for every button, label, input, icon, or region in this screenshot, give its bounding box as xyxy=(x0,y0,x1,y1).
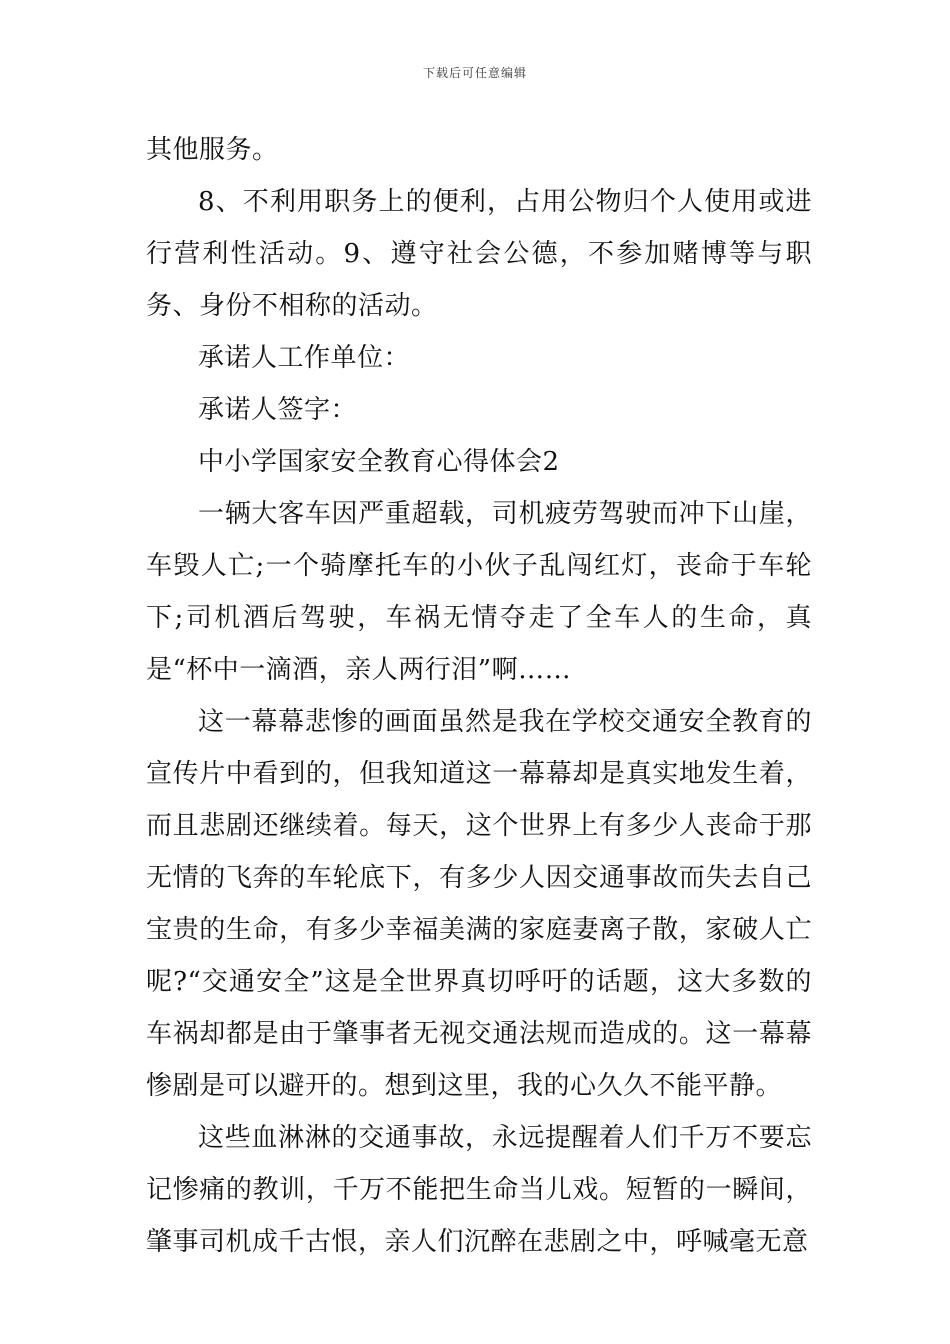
document-body xyxy=(146,124,812,1268)
paragraph: 其他服务。 xyxy=(146,135,279,165)
paragraph: 一辆大客车因严重超载，司机疲劳驾驶而冲下山崖，车毁人亡;一个骑摩托车的小伙子乱闯红灯，丧命于车轮下;司机酒后驾驶，车祸无情夺走了全车人的生命，真是“杯中一滴酒，亲人两行泪”啊…… xyxy=(146,499,812,685)
paragraph: 这一幕幕悲惨的画面虽然是我在学校交通安全教育的宣传片中看到的，但我知道这一幕幕却是真实地发生着，而且悲剧还继续着。每天，这个世界上有多少人丧命于那无情的飞奔的车轮底下，有多少人因交通事故而失去自己宝贵的生命，有多少幸福美满的家庭妻离子散，家破人亡呢?“交通安全”这是全世界真切呼吁的话题，这大多数的车祸却都是由于肇事者无视交通法规而造成的。这一幕幕惨剧是可以避开的。想到这里，我的心久久不能平静。 xyxy=(146,707,812,1101)
page-header: 下载后可任意编辑 xyxy=(422,66,527,80)
paragraph: 8、不利用职务上的便利，占用公物归个人使用或进行营利性活动。9、遵守社会公德，不参加赌博等与职务、身份不相称的活动。 xyxy=(146,187,812,321)
section-title: 中小学国家安全教育心得体会2 xyxy=(198,447,560,477)
paragraph: 这些血淋淋的交通事故，永远提醒着人们千万不要忘记惨痛的教训，千万不能把生命当儿戏。短暂的一瞬间，肇事司机成千古恨，亲人们沉醉在悲剧之中，呼喊毫无意 xyxy=(146,1123,812,1257)
paragraph: 承诺人工作单位： xyxy=(198,343,411,373)
paragraph: 承诺人签字： xyxy=(198,395,358,425)
